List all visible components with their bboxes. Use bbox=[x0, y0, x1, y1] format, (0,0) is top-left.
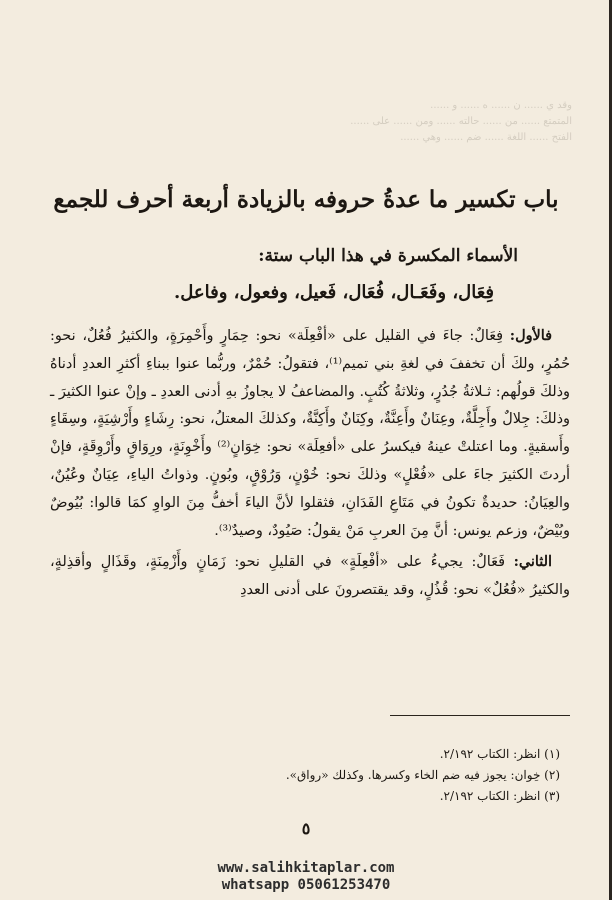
footnote-item: (٢) خِوان: يجوز فيه ضم الخاء وكسرها. وكذلك «رواق». bbox=[285, 768, 560, 782]
bleed-through-text bbox=[96, 98, 572, 146]
paragraph-first bbox=[50, 322, 570, 545]
paragraph-text: فَعَالٌ: يجيءُ على «أفْعِلَةٍ» في القليلِ نحو: زَمَانٍ وأَزْمِنَةٍ، وقَذَالٍ وأقذِلةٍ، والكثيرُ «فُعُلٌ» نحو: قُذُلٍ، وقد يقتصرونَ على أدنى العددِ bbox=[50, 554, 570, 599]
paragraph-lead: الثاني: bbox=[513, 553, 552, 571]
footnote-divider bbox=[390, 715, 570, 716]
bleed-line: المتمتع ...... من ...... حالته ...... ومن ...... على ...... bbox=[350, 116, 572, 127]
paragraph-lead: فالأول: bbox=[509, 327, 552, 344]
page-number: ٥ bbox=[301, 819, 311, 838]
footnote-item: (١) انظر: الكتاب ٢/١٩٢. bbox=[439, 747, 560, 761]
plural-forms-list: فِعَال، وفَعَـال، فُعَال، فَعيل، وفعول، وفاعل. bbox=[173, 282, 494, 303]
footnotes bbox=[180, 744, 560, 807]
body-text bbox=[50, 322, 570, 605]
chapter-heading: باب تكسير ما عدةُ حروفه بالزيادة أربعة أحرف للجمع bbox=[53, 186, 559, 213]
bleed-line: الفتح ...... اللغة ...... ضم ...... وهي ...... bbox=[400, 132, 572, 143]
watermark bbox=[0, 860, 612, 894]
bleed-line: وقد ي ...... ن ...... ه ...... و ...... bbox=[430, 100, 572, 111]
footnote-item: (٣) انظر: الكتاب ٢/١٩٢. bbox=[439, 789, 560, 803]
paragraph-text: فِعَالٌ: جاءَ في القليل على «أفْعِلَة» نحو: حِمَارٍ وأَحْمِرَةٍ، والكثيرُ فُعُلٌ، نحو: حُمُرٍ، ولكَ أن تخففَ في لغةِ بني تميم⁽¹⁾، فتقولُ: حُمْرٌ، وربُّما عنوا ببناءِ أكثرِ العددِ أدناهُ وذلكَ قولُهم: ثـلاثةُ جُدُرٍ، وثلاثةُ كُتُبٍ. والمضاعفُ لا يجاوزُ بهِ أدنى العددِ ـ وإنْ عنوا الكثيرَ ـ وذلكَ: جِلالٌ وأَجِلَّةٌ، وعِنَانٌ وأَعِنَّةٌ، وكِنَانٌ وأَكِنَّةٌ، وكذلكَ المعتلُ، نحو: رِشَاءٍ وأَرْشِيَةٍ، وسِقَاءٍ وأَسقيةٍ. وما اعتلتْ عينهُ فيكسرُ على «أفعِلَة» نحو: خِوَانٍ⁽²⁾ وأَخْوِنَةٍ، ورِوَاقٍ وأَرْوِقَةٍ، فإنْ أردتَ الكثيرَ جاءَ على «فُعْلٍ» وذلكَ نحو: خُوْنٍ، وَرُوْقٍ، وبُونٍ. وذواتُ الياءِ، عِيَانٌ وعُيُنٌ، والعِيَانُ: حديدةٌ تكونُ في مَتَاعِ الفَدَانِ، فثقلوا لأنَّ الياءَ أخفُّ مِنَ الواوِ كمَا قالوا: بُيُوضٌ وبُيْضٌ، وزعم يونس: أنَّ مِنَ العربِ مَنْ يقولُ: صَيُودٌ، وصيدٌ⁽³⁾. bbox=[50, 328, 571, 539]
watermark-phone: whatsapp 05061253470 bbox=[221, 877, 391, 893]
chapter-subtitle: الأسماء المكسرة في هذا الباب ستة: bbox=[258, 246, 518, 266]
watermark-url: www.salihkitaplar.com bbox=[217, 860, 395, 876]
paragraph-second bbox=[50, 548, 570, 605]
